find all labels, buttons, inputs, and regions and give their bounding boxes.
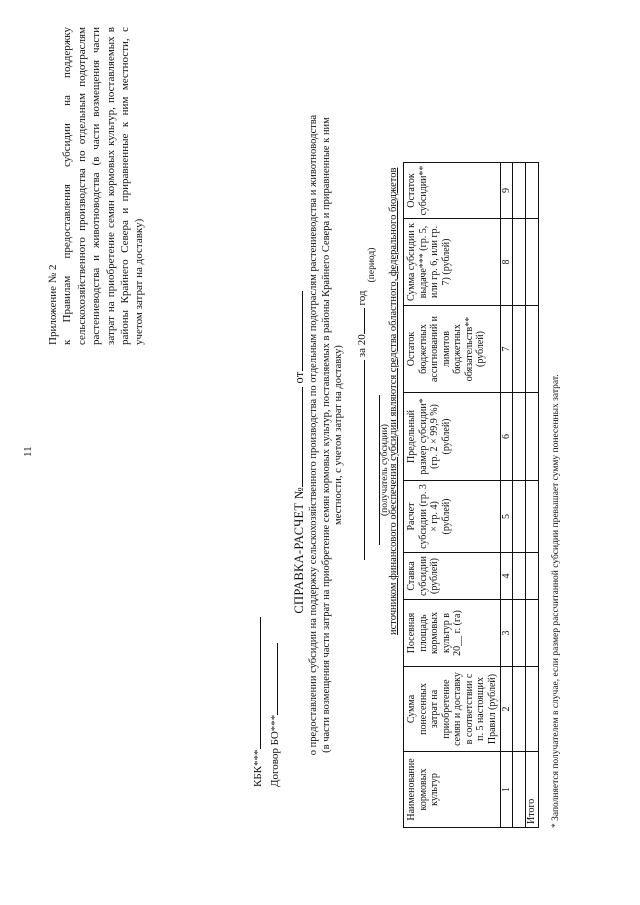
funding-source: источником финансового обеспечения субсидии являются средства областного, федерального бюджетов [388,167,399,635]
year-line [354,308,365,334]
table-total-row [526,163,539,828]
form-title [292,0,307,905]
kbk-label: КБК*** [252,749,264,787]
column-number: 8 [501,219,513,306]
subtitle-line-3: местности, с учетом затрат на доставку) [333,345,344,525]
requisites-block [250,618,284,788]
column-number: 6 [501,393,513,481]
row-label [513,752,526,828]
header-cell: Сумма субсидии к выдаче*** (гр. 5, или гр. 6, или гр. 7) (рублей) [404,219,501,306]
subsidy-table [403,162,539,828]
table-cell [513,306,526,393]
period-prefix: за 20 [356,334,368,358]
table-cell [513,481,526,553]
table-cell [513,553,526,600]
column-number: 7 [501,306,513,393]
table-header-row [404,163,501,828]
header-cell: Посевная площадь кормовых культур в 20__ г. (га) [404,600,501,667]
table-cell [513,219,526,306]
table-cell [526,163,539,219]
header-cell: Остаток бюджетных ассигнований и лимитов бюджетных обязательств** (рублей) [404,306,501,393]
contract-row [267,618,284,788]
column-number-row [501,163,513,828]
form-subtitle [308,55,346,815]
page-number: 11 [22,446,34,457]
table-cell [526,553,539,600]
form-title-from: от [292,371,306,384]
header-cell: Ставка субсидии (рублей) [404,553,501,600]
table-cell [513,163,526,219]
contract-line [267,643,278,715]
column-number: 2 [501,667,513,752]
kbk-line [250,618,261,750]
recipient-line [354,360,365,560]
header-cell: Предельный размер субсидии* (гр. 2 × 99,9 %) (рублей) [404,393,501,481]
table-cell [513,600,526,667]
header-cell: Расчет субсидии (гр. 3 × гр. 4) (рублей) [404,481,501,553]
contract-label: Договор БО*** [269,714,281,787]
appendix-block [46,27,147,345]
table-cell [526,481,539,553]
table-cell [526,219,539,306]
column-number: 5 [501,481,513,553]
form-date-line [292,291,303,371]
kbk-row [250,618,267,788]
header-cell: Наименование кормовых культур [404,752,501,828]
table-row [513,163,526,828]
column-number: 9 [501,163,513,219]
footnote: * Заполняется получателем в случае, если размер рассчитанной субсидии превышает сумму понесенных затрат. [551,374,561,828]
table-cell [526,306,539,393]
table-cell [513,393,526,481]
header-cell: Сумма понесенных затрат на приобретение семян и доставку в соответствии с п. 5 настоящих Правил (рублей) [404,667,501,752]
table-cell [513,667,526,752]
recipient-label: (получатель субсидии) [379,395,390,545]
period-label: (период) [367,247,377,283]
appendix-title: Приложение № 2 [47,264,59,345]
form-title-text: СПРАВКА-РАСЧЕТ № [292,486,306,614]
column-number: 3 [501,600,513,667]
subtitle-line-2: (в части возмещения части затрат на приобретение семян кормовых культур, поставляемых в районы Крайнего Севера и приравненные к ним [320,117,332,753]
total-label: Итого [526,752,539,828]
column-number: 1 [501,752,513,828]
appendix-text: к Правилам предоставления субсидии на поддержку сельскохозяйственного производства по отдельным подотраслям растениеводства и животноводства (в части возмещения части затрат на приобретение семян кормовых культур, поставляемых в районы Крайнего Севера и приравненные к ним местности, с учетом затрат на доставку) [61,27,146,345]
subtitle-line-1: о предоставлении субсидии на поддержку сельскохозяйственного производства по отдельным подотраслям растениеводства и животноводства [308,114,319,756]
column-number: 4 [501,553,513,600]
period-suffix: год [356,290,368,306]
header-cell: Остаток субсидии** [404,163,501,219]
table-cell [526,393,539,481]
form-number-line [292,387,303,487]
table-cell [526,667,539,752]
period-row [354,290,368,560]
table-cell [526,600,539,667]
